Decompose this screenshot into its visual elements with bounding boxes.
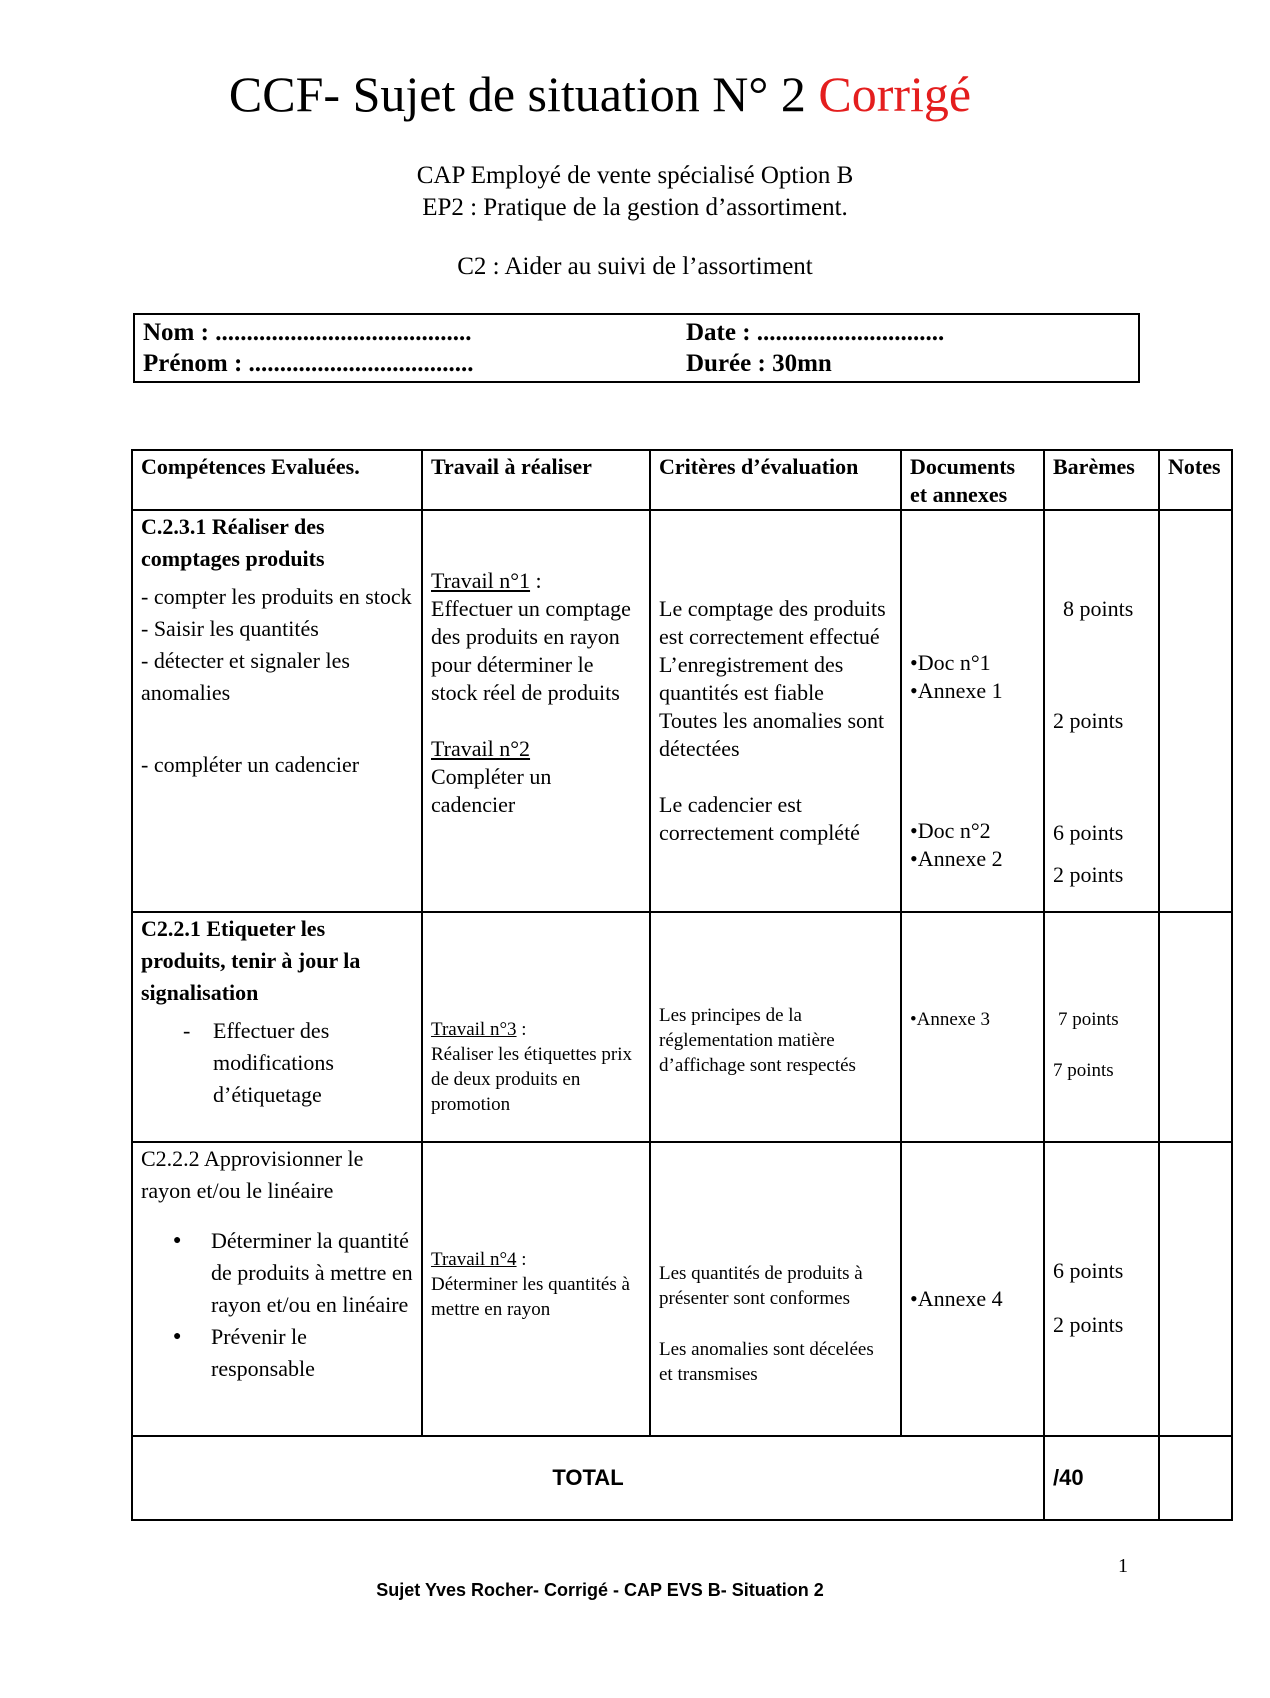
- row2-comp-title: C2.2.1 Etiqueter les produits, tenir à jour la signalisation: [141, 916, 361, 1005]
- row2-comp-item-text: Effectuer des modifications d’étiquetage: [213, 1018, 334, 1107]
- row1-notes: [1159, 510, 1232, 912]
- row2-comp-item: - Effectuer des modifications d’étiquetage: [183, 1018, 334, 1107]
- row2-criteres: [650, 912, 901, 1142]
- row3-travail: [422, 1142, 650, 1436]
- row1-doc: •Doc n°1: [910, 650, 991, 675]
- header-criteres: Critères d’évaluation: [650, 450, 901, 510]
- travail-3-label: Travail n°3: [431, 1019, 517, 1040]
- row1-crit: Toutes les anomalies sont détectées: [659, 708, 885, 761]
- row1-competences: [132, 510, 422, 912]
- total-value: /40: [1044, 1436, 1159, 1520]
- row2-competences: [132, 912, 422, 1142]
- nom-field: Nom : .........................................: [143, 319, 472, 346]
- row1-crit: Le comptage des produits est correctement effectué: [659, 596, 886, 649]
- row3-crit: Les quantités de produits à présenter sont conformes: [659, 1263, 863, 1309]
- title-corrige: Corrigé: [818, 66, 972, 122]
- row2-doc: •Annexe 3: [910, 1009, 990, 1030]
- total-notes: [1159, 1436, 1232, 1520]
- subtitle-ep2: EP2 : Pratique de la gestion d’assortiment.: [422, 194, 848, 221]
- total-row: [132, 1436, 1232, 1520]
- row1-criteres: [650, 510, 901, 912]
- row1-bareme: 2 points: [1053, 708, 1124, 733]
- row1-baremes: [1044, 510, 1159, 912]
- header-competences: Compétences Evaluées.: [132, 450, 422, 510]
- row3-comp-item: ● Prévenir le responsable: [211, 1321, 413, 1385]
- row1-bareme: 8 points: [1063, 596, 1134, 621]
- row2-bareme: 7 points: [1058, 1009, 1119, 1030]
- travail-4-text: Déterminer les quantités à mettre en rayon: [431, 1274, 630, 1320]
- row3-comp-title: C2.2.2 Approvisionner le rayon et/ou le linéaire: [141, 1146, 364, 1203]
- travail-2-label: Travail n°2: [431, 736, 531, 761]
- row3-comp-item: ● Déterminer la quantité de produits à mettre en rayon et/ou en linéaire: [211, 1225, 413, 1321]
- row1-bareme: 2 points: [1053, 862, 1124, 887]
- row1-documents: [901, 510, 1044, 912]
- row3-comp-list: [141, 1225, 413, 1385]
- row2-documents: [901, 912, 1044, 1142]
- table-row: [132, 1142, 1232, 1436]
- row2-baremes: [1044, 912, 1159, 1142]
- footer-text: Sujet Yves Rocher- Corrigé - CAP EVS B- Situation 2: [376, 1580, 824, 1600]
- travail-4-heading: [431, 1247, 641, 1272]
- candidate-info-box: [133, 313, 1140, 383]
- row1-comp-item: - compléter un cadencier: [141, 752, 360, 777]
- row3-notes: [1159, 1142, 1232, 1436]
- row3-documents: [901, 1142, 1044, 1436]
- header-baremes: Barèmes: [1044, 450, 1159, 510]
- table-row: [132, 912, 1232, 1142]
- row3-criteres: [650, 1142, 901, 1436]
- row1-comp-title: C.2.3.1 Réaliser des comptages produits: [141, 514, 325, 571]
- header-row: [132, 450, 1232, 510]
- title-main: CCF- Sujet de situation N° 2: [228, 66, 806, 122]
- row3-bareme: 2 points: [1053, 1312, 1124, 1337]
- date-field: Date : ..............................: [686, 319, 945, 346]
- row3-baremes: [1044, 1142, 1159, 1436]
- row2-notes: [1159, 912, 1232, 1142]
- row1-bareme: 6 points: [1053, 820, 1124, 845]
- row1-crit: Le cadencier est correctement complété: [659, 792, 860, 845]
- travail-4-label: Travail n°4: [431, 1249, 517, 1270]
- duree-field: Durée : 30mn: [686, 350, 832, 377]
- row2-bareme: 7 points: [1053, 1060, 1114, 1081]
- row2-travail: [422, 912, 650, 1142]
- travail-3-heading: [431, 1017, 641, 1042]
- travail-1-heading: [431, 567, 641, 595]
- document-title: [0, 64, 1200, 124]
- travail-2-text: Compléter un cadencier: [431, 764, 552, 817]
- header-documents: Documents et annexes: [901, 450, 1044, 510]
- page-number: 1: [1118, 1555, 1128, 1577]
- row1-doc: •Doc n°2: [910, 818, 991, 843]
- subtitle-cap: CAP Employé de vente spécialisé Option B: [416, 162, 854, 189]
- evaluation-grid: [131, 449, 1233, 1521]
- row1-comp-item: - détecter et signaler les anomalies: [141, 648, 350, 705]
- row3-competences: [132, 1142, 422, 1436]
- travail-3-sep: :: [516, 1019, 527, 1040]
- row3-doc: •Annexe 4: [910, 1286, 1003, 1311]
- row3-crit: Les anomalies sont décelées et transmises: [659, 1339, 874, 1385]
- row1-doc: •Annexe 1: [910, 678, 1003, 703]
- row1-doc: •Annexe 2: [910, 846, 1003, 871]
- header-travail: Travail à réaliser: [422, 450, 650, 510]
- travail-4-sep: :: [516, 1249, 527, 1270]
- prenom-field: Prénom : ....................................: [143, 350, 474, 377]
- row2-crit: Les principes de la réglementation matière d’affichage sont respectés: [659, 1005, 856, 1076]
- row1-comp-item: - Saisir les quantités: [141, 616, 319, 641]
- travail-1-sep: :: [530, 568, 542, 593]
- header-notes: Notes: [1159, 450, 1232, 510]
- travail-1-label: Travail n°1: [431, 568, 531, 593]
- row1-crit: L’enregistrement des quantités est fiable: [659, 652, 844, 705]
- travail-3-text: Réaliser les étiquettes prix de deux produits en promotion: [431, 1044, 633, 1115]
- subtitle-c2: C2 : Aider au suivi de l’assortiment: [457, 253, 813, 280]
- row3-bareme: 6 points: [1053, 1258, 1124, 1283]
- travail-1-text: Effectuer un comptage des produits en rayon pour déterminer le stock réel de produits: [431, 596, 631, 705]
- total-label: TOTAL: [132, 1436, 1044, 1520]
- row1-travail: [422, 510, 650, 912]
- table-row: [132, 510, 1232, 912]
- row1-comp-item: - compter les produits en stock: [141, 584, 412, 609]
